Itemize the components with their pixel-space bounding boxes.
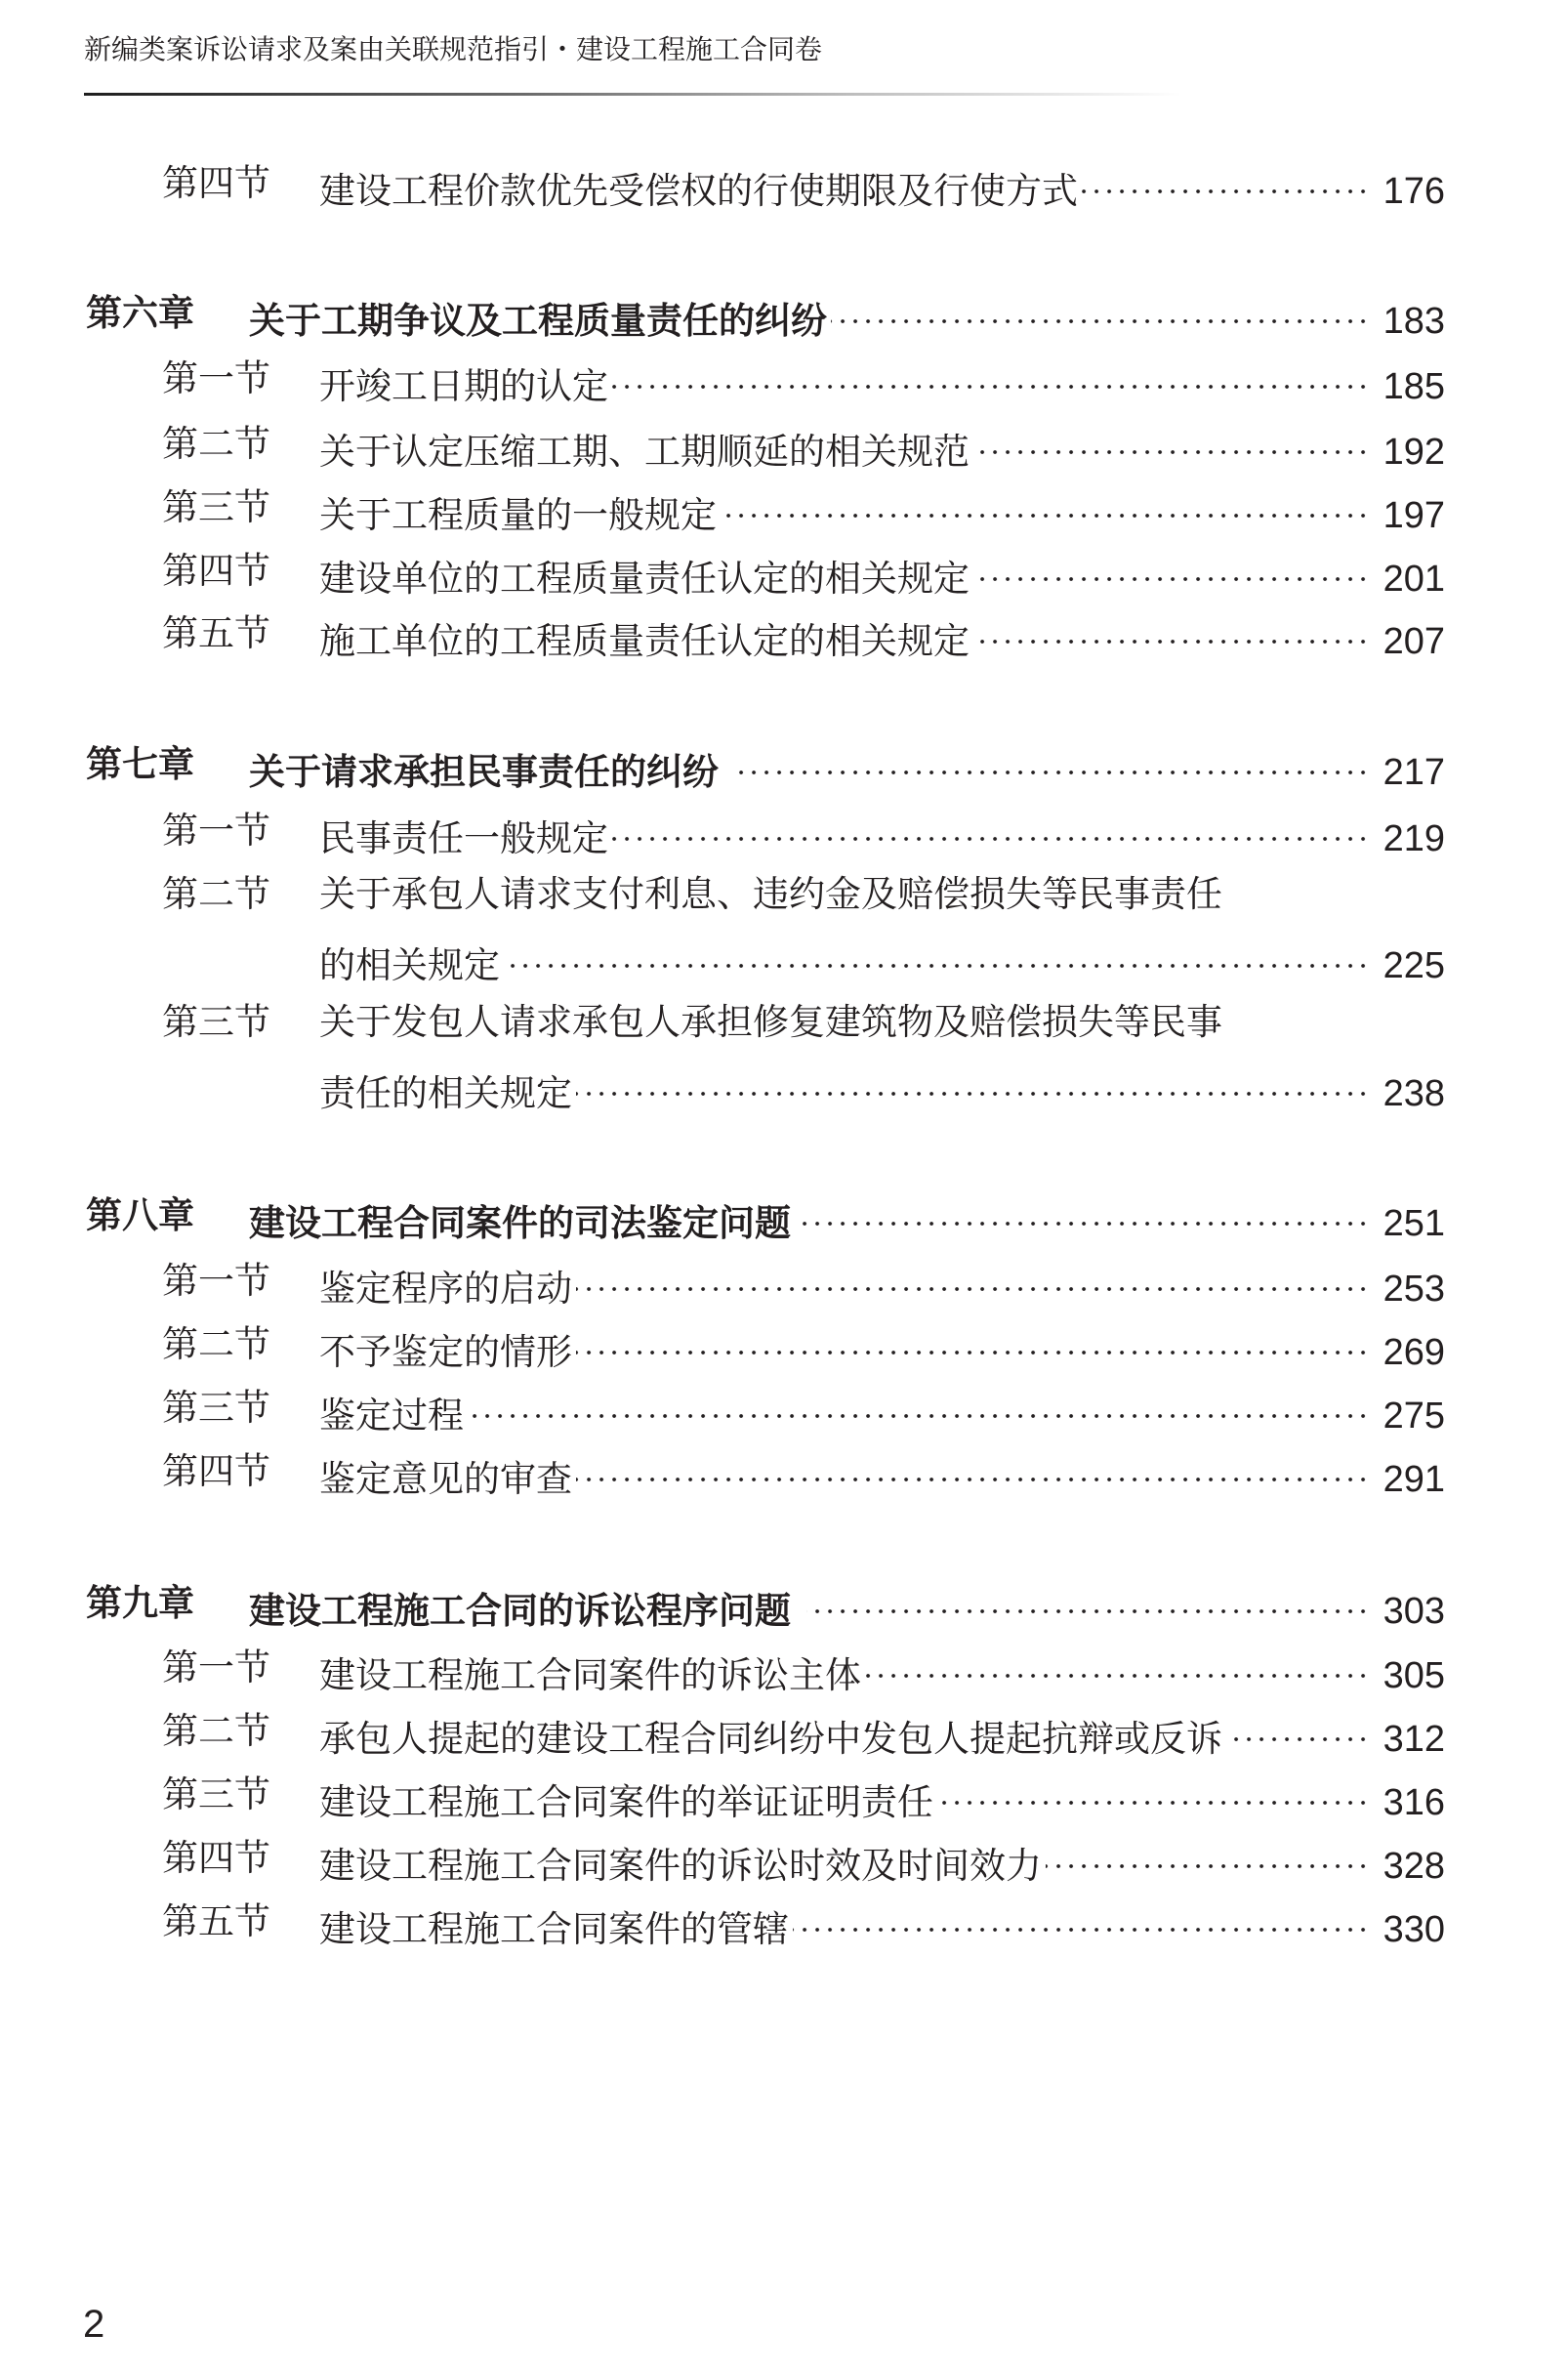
section-label: 第三节 xyxy=(162,1387,270,1429)
dot-leader xyxy=(576,1262,1370,1301)
toc-entry-line-1[interactable] xyxy=(0,875,1568,914)
toc-entry[interactable] xyxy=(0,486,1568,536)
page-number: 291 xyxy=(1382,1459,1445,1500)
toc-chapter-8[interactable] xyxy=(0,1194,1568,1244)
section-label: 第三节 xyxy=(162,1001,270,1043)
section-title: 开竣工日期的认定 xyxy=(319,365,608,407)
section-title: 民事责任一般规定 xyxy=(319,817,608,859)
section-title: 施工单位的工程质量责任认定的相关规定 xyxy=(319,620,970,662)
section-label: 第四节 xyxy=(162,550,270,592)
page-number: 225 xyxy=(1382,945,1445,986)
section-title: 建设工程施工合同案件的管辖 xyxy=(319,1908,789,1950)
section-title-continued: 的相关规定 xyxy=(319,944,500,986)
dot-leader xyxy=(973,552,1370,591)
page-folio: 2 xyxy=(83,2303,105,2346)
section-label: 第五节 xyxy=(162,1900,270,1942)
section-title: 承包人提起的建设工程合同纠纷中发包人提起抗辩或反诉 xyxy=(319,1718,1222,1760)
dot-leader xyxy=(795,1196,1370,1235)
section-title: 关于认定压缩工期、工期顺延的相关规范 xyxy=(319,431,970,473)
section-title: 鉴定过程 xyxy=(319,1395,464,1437)
page-number: 251 xyxy=(1382,1203,1445,1244)
toc-chapter-6[interactable] xyxy=(0,292,1568,342)
chapter-title: 关于请求承担民事责任的纠纷 xyxy=(249,751,719,793)
toc-entry[interactable] xyxy=(0,162,1568,212)
page-number: 183 xyxy=(1382,301,1445,342)
toc-chapter-9[interactable] xyxy=(0,1582,1568,1632)
toc-entry-line-2[interactable] xyxy=(0,938,1568,986)
dot-leader xyxy=(831,294,1370,333)
section-label: 第二节 xyxy=(162,423,270,465)
toc-entry[interactable] xyxy=(0,1710,1568,1760)
section-label: 第二节 xyxy=(162,873,270,915)
page-number: 217 xyxy=(1382,752,1445,793)
dot-leader xyxy=(612,359,1370,398)
section-title: 不予鉴定的情形 xyxy=(319,1331,572,1373)
page-number: 316 xyxy=(1382,1782,1445,1823)
dot-leader xyxy=(793,1902,1370,1941)
toc-chapter-7[interactable] xyxy=(0,743,1568,793)
section-label: 第四节 xyxy=(162,1837,270,1879)
toc-entry[interactable] xyxy=(0,1387,1568,1437)
section-label: 第二节 xyxy=(162,1710,270,1752)
dot-leader xyxy=(734,745,1370,784)
page-number: 207 xyxy=(1382,621,1445,662)
page-number: 192 xyxy=(1382,432,1445,473)
dot-leader xyxy=(806,1584,1370,1623)
toc-entry[interactable] xyxy=(0,357,1568,407)
section-title: 关于承包人请求支付利息、违约金及赔偿损失等民事责任 xyxy=(319,873,1222,915)
toc-entry-line-2[interactable] xyxy=(0,1066,1568,1114)
running-head: 新编类案诉讼请求及案由关联规范指引・建设工程施工合同卷 xyxy=(84,33,823,65)
section-title: 关于发包人请求承包人承担修复建筑物及赔偿损失等民事 xyxy=(319,1001,1222,1043)
page-number: 238 xyxy=(1382,1073,1445,1114)
chapter-title: 建设工程施工合同的诉讼程序问题 xyxy=(249,1590,791,1632)
section-label: 第一节 xyxy=(162,810,270,852)
dot-leader xyxy=(504,938,1370,978)
section-label: 第三节 xyxy=(162,486,270,528)
section-label: 第四节 xyxy=(162,1450,270,1492)
page-number: 328 xyxy=(1382,1846,1445,1887)
dot-leader xyxy=(576,1066,1370,1105)
section-label: 第二节 xyxy=(162,1323,270,1365)
chapter-title: 关于工期争议及工程质量责任的纠纷 xyxy=(249,300,827,342)
toc-entry[interactable] xyxy=(0,1773,1568,1823)
dot-leader xyxy=(865,1648,1370,1688)
dot-leader xyxy=(721,488,1370,527)
toc-entry[interactable] xyxy=(0,1900,1568,1950)
chapter-title: 建设工程合同案件的司法鉴定问题 xyxy=(249,1202,791,1244)
section-title: 建设工程价款优先受偿权的行使期限及行使方式 xyxy=(319,170,1078,212)
dot-leader xyxy=(973,425,1370,464)
chapter-label: 第七章 xyxy=(86,743,194,785)
chapter-label: 第六章 xyxy=(86,292,194,334)
dot-leader xyxy=(612,812,1370,851)
dot-leader xyxy=(937,1775,1370,1814)
page-number: 312 xyxy=(1382,1719,1445,1760)
page-number: 330 xyxy=(1382,1909,1445,1950)
section-label: 第三节 xyxy=(162,1773,270,1815)
section-title: 建设工程施工合同案件的诉讼主体 xyxy=(319,1654,861,1696)
page-number: 305 xyxy=(1382,1655,1445,1696)
dot-leader xyxy=(1046,1839,1370,1878)
toc-entry[interactable] xyxy=(0,423,1568,473)
section-title: 关于工程质量的一般规定 xyxy=(319,494,717,536)
toc-entry[interactable] xyxy=(0,1260,1568,1310)
page-number: 185 xyxy=(1382,366,1445,407)
page-number: 176 xyxy=(1382,171,1445,212)
section-title-continued: 责任的相关规定 xyxy=(319,1072,572,1114)
toc-entry[interactable] xyxy=(0,612,1568,662)
toc-entry[interactable] xyxy=(0,1323,1568,1373)
dot-leader xyxy=(973,614,1370,653)
dot-leader xyxy=(1226,1712,1370,1751)
page-number: 303 xyxy=(1382,1591,1445,1632)
chapter-label: 第八章 xyxy=(86,1194,194,1236)
page-number: 275 xyxy=(1382,1396,1445,1437)
toc-entry[interactable] xyxy=(0,1450,1568,1500)
section-label: 第一节 xyxy=(162,357,270,399)
page-number: 269 xyxy=(1382,1332,1445,1373)
toc-entry-line-1[interactable] xyxy=(0,1003,1568,1042)
section-label: 第一节 xyxy=(162,1646,270,1688)
dot-leader xyxy=(576,1325,1370,1364)
section-label: 第五节 xyxy=(162,612,270,654)
chapter-label: 第九章 xyxy=(86,1582,194,1624)
dot-leader xyxy=(576,1452,1370,1491)
header-rule xyxy=(84,93,1181,96)
toc-entry[interactable] xyxy=(0,1837,1568,1887)
dot-leader xyxy=(468,1389,1370,1428)
section-title: 鉴定意见的审查 xyxy=(319,1458,572,1500)
page-number: 219 xyxy=(1382,818,1445,859)
section-label: 第一节 xyxy=(162,1260,270,1302)
section-title: 建设单位的工程质量责任认定的相关规定 xyxy=(319,558,970,600)
toc-entry[interactable] xyxy=(0,810,1568,859)
page-number: 201 xyxy=(1382,559,1445,600)
page-number: 197 xyxy=(1382,495,1445,536)
page-number: 253 xyxy=(1382,1269,1445,1310)
toc-entry[interactable] xyxy=(0,1646,1568,1696)
section-label: 第四节 xyxy=(162,162,270,204)
dot-leader xyxy=(1082,164,1370,203)
section-title: 建设工程施工合同案件的诉讼时效及时间效力 xyxy=(319,1845,1042,1887)
section-title: 鉴定程序的启动 xyxy=(319,1268,572,1310)
section-title: 建设工程施工合同案件的举证证明责任 xyxy=(319,1781,933,1823)
toc-entry[interactable] xyxy=(0,550,1568,600)
